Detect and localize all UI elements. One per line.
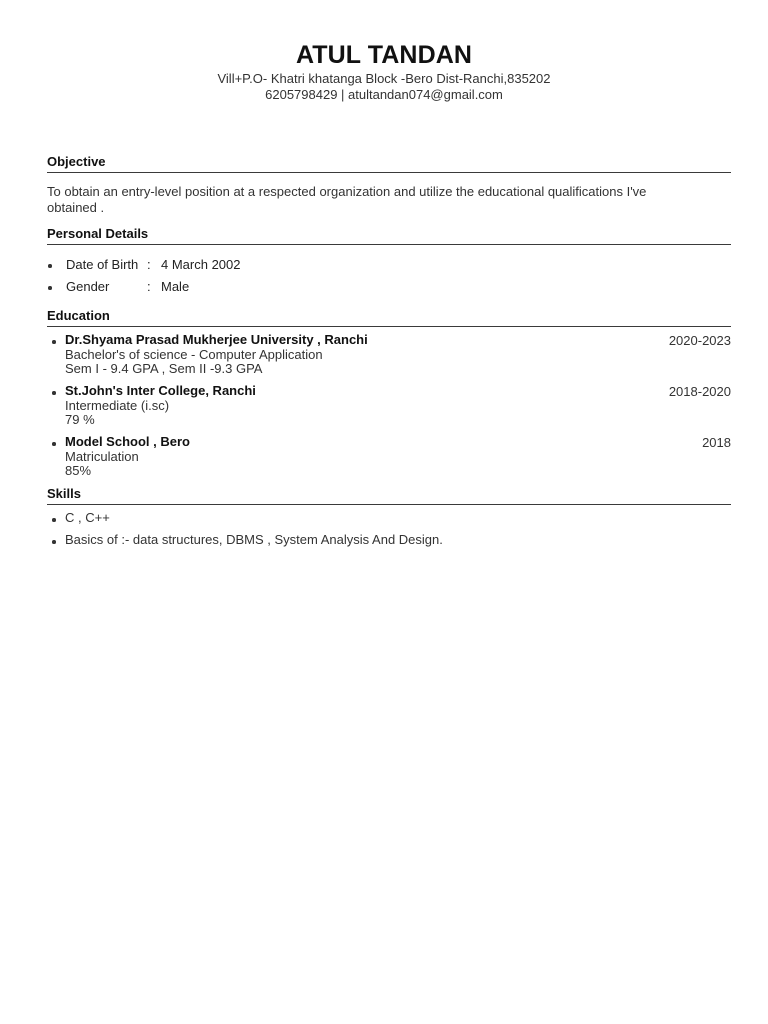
school-name: St.John's Inter College, Ranchi xyxy=(65,383,256,398)
skills-heading: Skills xyxy=(47,486,731,505)
school-years: 2018 xyxy=(702,435,731,450)
objective-text: To obtain an entry-level position at a respected organization and utilize the educational qualifications I've obtained . xyxy=(47,184,647,215)
grade-line: Sem I - 9.4 GPA , Sem II -9.3 GPA xyxy=(65,361,263,376)
dob-value: 4 March 2002 xyxy=(161,257,241,272)
gender-label: Gender xyxy=(66,279,110,294)
skill-text: Basics of :- data structures, DBMS , System Analysis And Design. xyxy=(65,532,443,547)
dob-separator: : xyxy=(147,257,151,272)
bullet-icon xyxy=(48,286,52,290)
dob-label: Date of Birth xyxy=(66,257,139,272)
gender-separator: : xyxy=(147,279,151,294)
bullet-icon xyxy=(52,540,56,544)
bullet-icon xyxy=(52,340,56,344)
bullet-icon xyxy=(52,391,56,395)
school-name: Model School , Bero xyxy=(65,434,190,449)
school-years: 2018-2020 xyxy=(668,384,731,399)
bullet-icon xyxy=(48,264,52,268)
personal-details-heading: Personal Details xyxy=(47,226,731,245)
grade-line: 85% xyxy=(65,463,92,478)
resume-header xyxy=(0,39,768,102)
candidate-name: ATUL TANDAN xyxy=(295,41,473,69)
gender-value: Male xyxy=(161,279,190,294)
skill-text: C , C++ xyxy=(65,510,110,525)
bullet-icon xyxy=(52,518,56,522)
phone-email-line: 6205798429 | atultandan074@gmail.com xyxy=(265,86,503,102)
school-name: Dr.Shyama Prasad Mukherjee University , Ranchi xyxy=(65,332,368,347)
degree-line: Intermediate (i.sc) xyxy=(65,397,170,413)
objective-heading: Objective xyxy=(47,154,731,173)
grade-line: 79 % xyxy=(65,412,95,427)
education-heading: Education xyxy=(47,308,731,327)
school-years: 2020-2023 xyxy=(668,333,731,348)
degree-line: Bachelor's of science - Computer Application xyxy=(65,346,323,362)
bullet-icon xyxy=(52,442,56,446)
degree-line: Matriculation xyxy=(65,448,139,464)
address-line: Vill+P.O- Khatri khatanga Block -Bero Dist-Ranchi,835202 xyxy=(217,71,551,86)
